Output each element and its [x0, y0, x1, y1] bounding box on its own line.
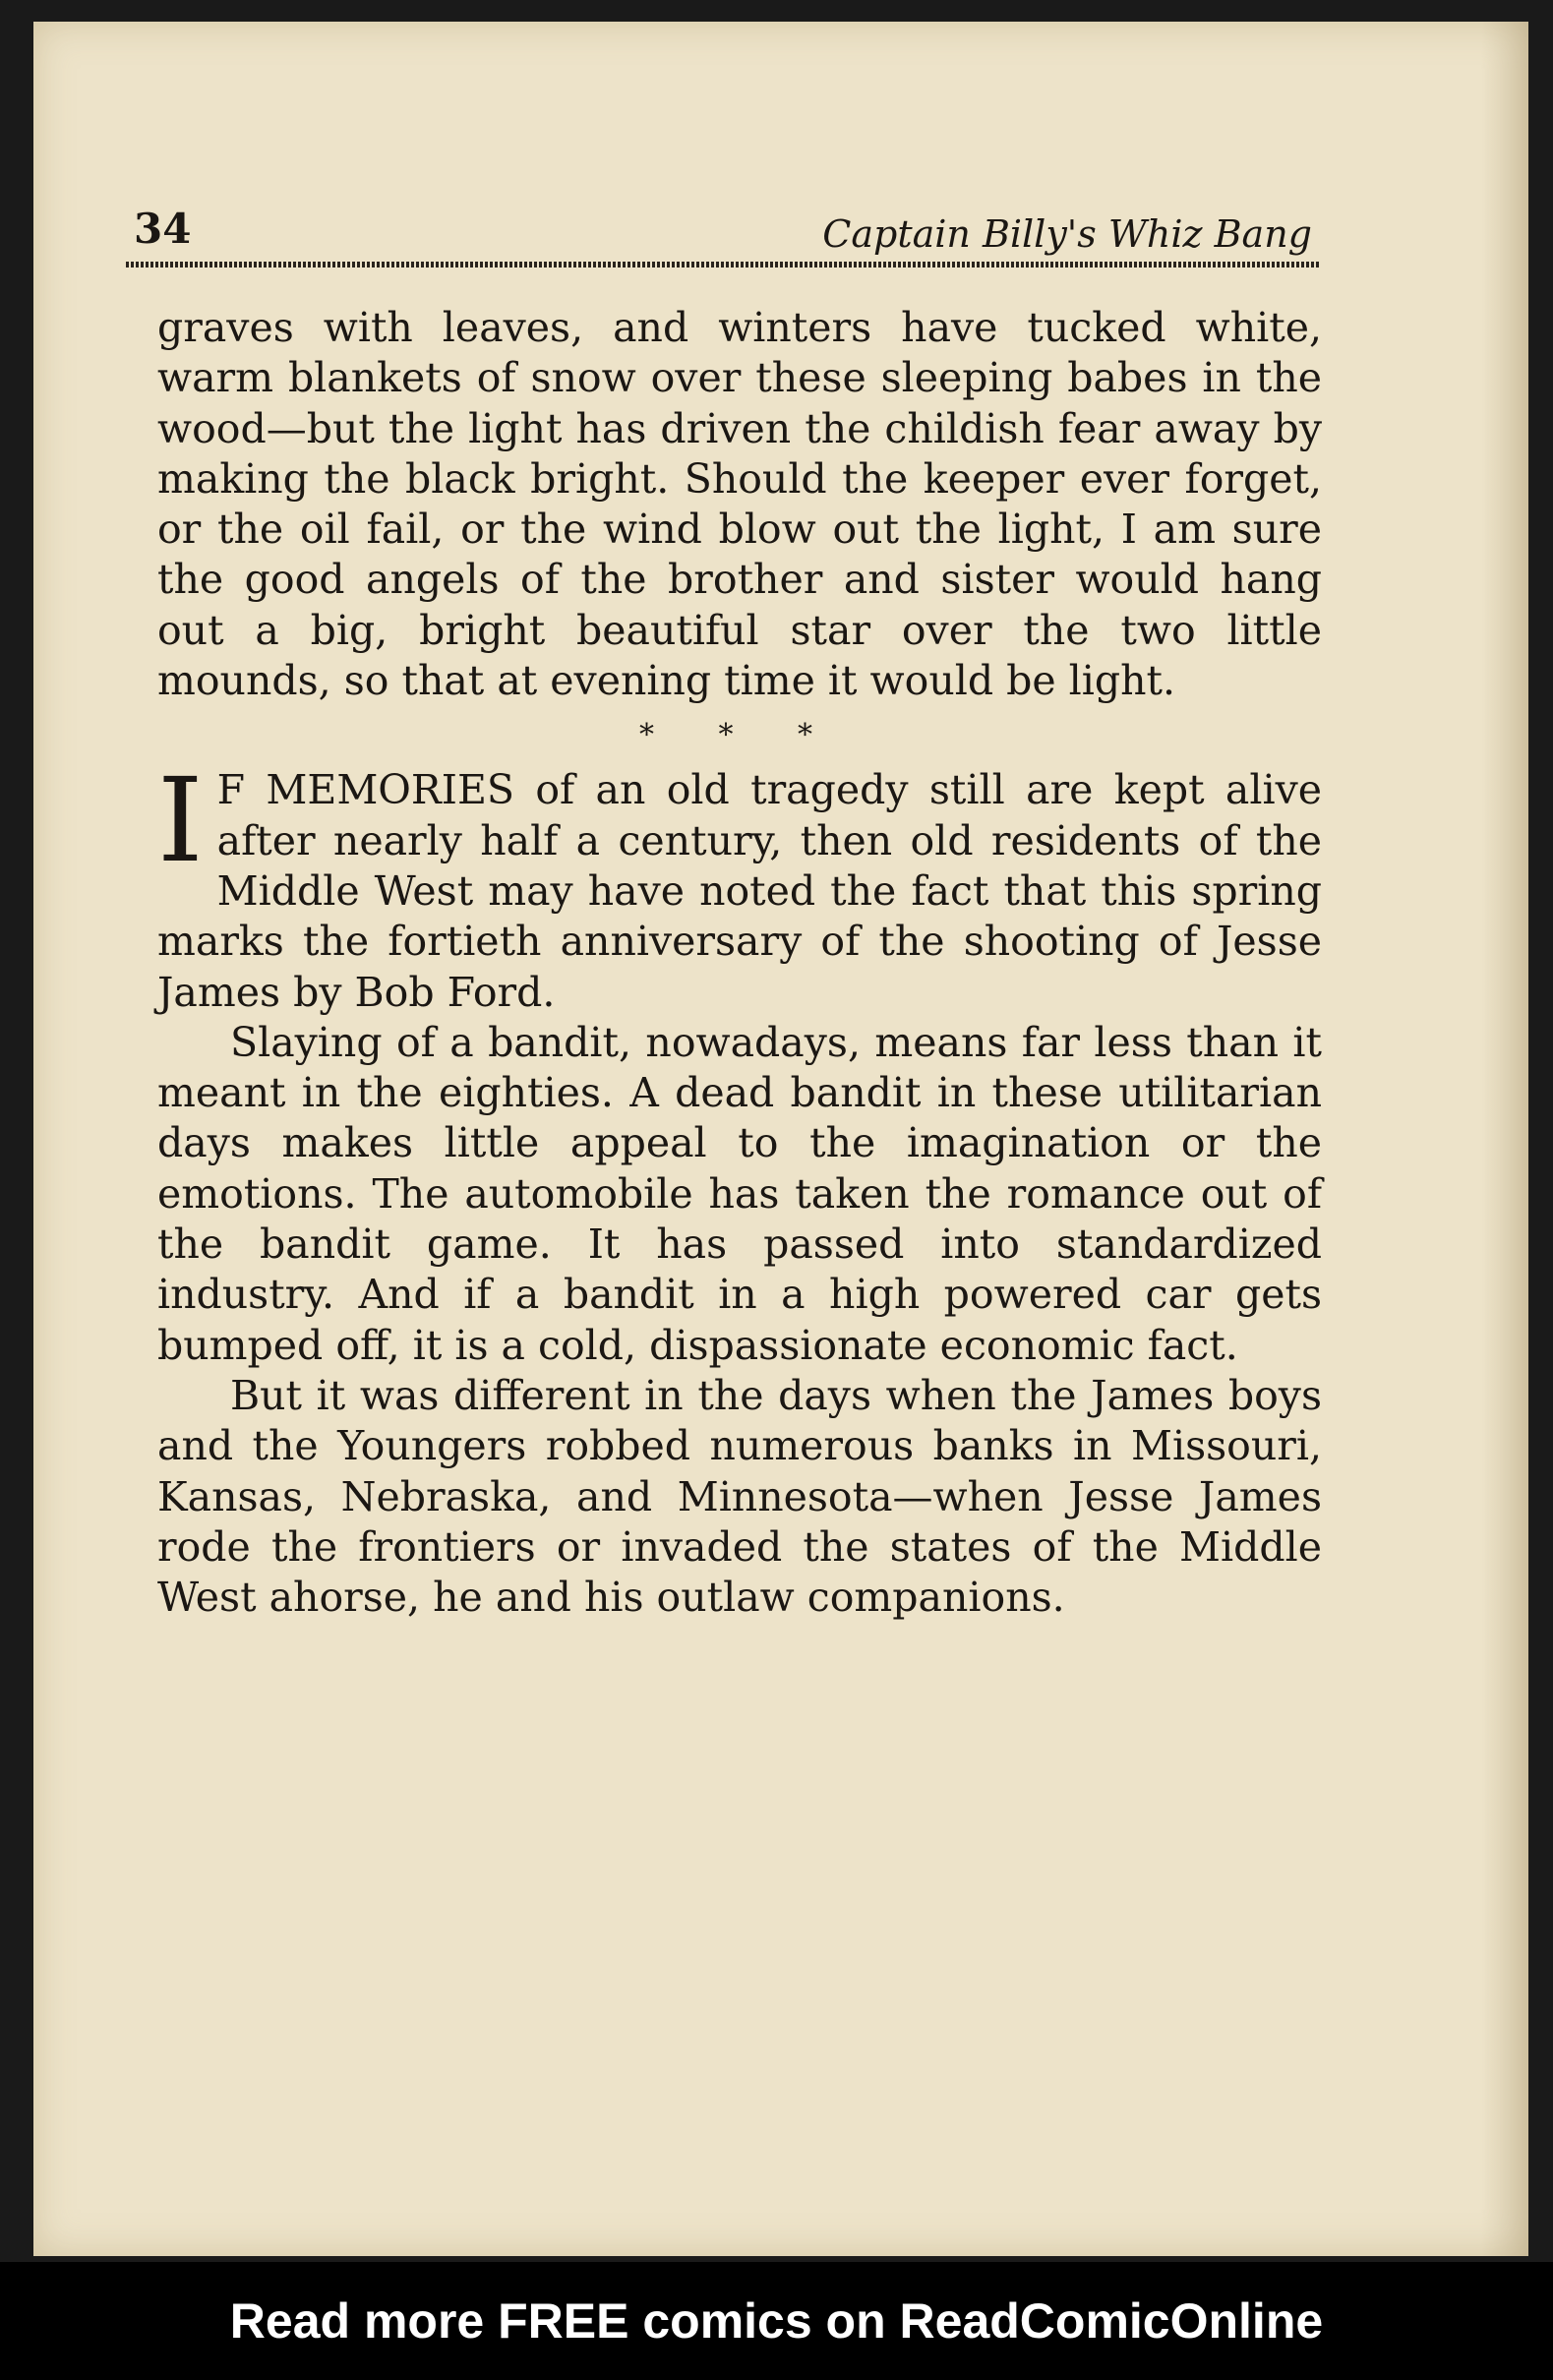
promo-banner[interactable] [0, 2262, 1553, 2380]
page-number: 34 [134, 205, 192, 253]
paragraph-1: graves with leaves, and winters have tucked white, warm blankets of snow over these sleeping babes in the wood—but the light has driven the childish fear away by making the black bright. Should the keeper ever forget, or the oil fail, or the wind blow out the light, I am sure the good angels of the brother and sister would hang out a big, bright beautiful star over the two little mounds, so that at evening time it would be light. [157, 304, 1322, 705]
paragraph-2 [157, 752, 1322, 1017]
running-title: Captain Billy's Whiz Bang [822, 212, 1312, 256]
paragraph-3: Slaying of a bandit, nowadays, means far less than it meant in the eighties. A dead bandit in these utilitarian days makes little appeal to the imagination or the emotions. The automobile has taken the romance out of the bandit game. It has passed into standardized industry. And if a bandit in a high powered car gets bumped off, it is a cold, dispassionate economic fact. [157, 1018, 1322, 1369]
drop-cap: I [157, 752, 204, 889]
paragraph-2-text: F MEMORIES of an old tragedy still are kept alive after nearly half a century, then old residents of the Middle West may have noted the fact that this spring marks the fortieth anniversary of the shooting of Jesse James by Bob Ford. [157, 766, 1322, 1016]
header-rule [126, 262, 1320, 268]
page-header [126, 195, 1320, 273]
promo-banner-text[interactable]: Read more FREE comics on ReadComicOnline [229, 2293, 1324, 2349]
section-separator: * * * [638, 718, 841, 753]
body-text [157, 303, 1322, 1623]
paragraph-4: But it was different in the days when the James boys and the Youngers robbed numerous banks in Missouri, Kansas, Nebraska, and Minnesota—when Jesse James rode the frontiers or invaded the states of the Middle West ahorse, he and his outlaw companions. [157, 1371, 1322, 1622]
